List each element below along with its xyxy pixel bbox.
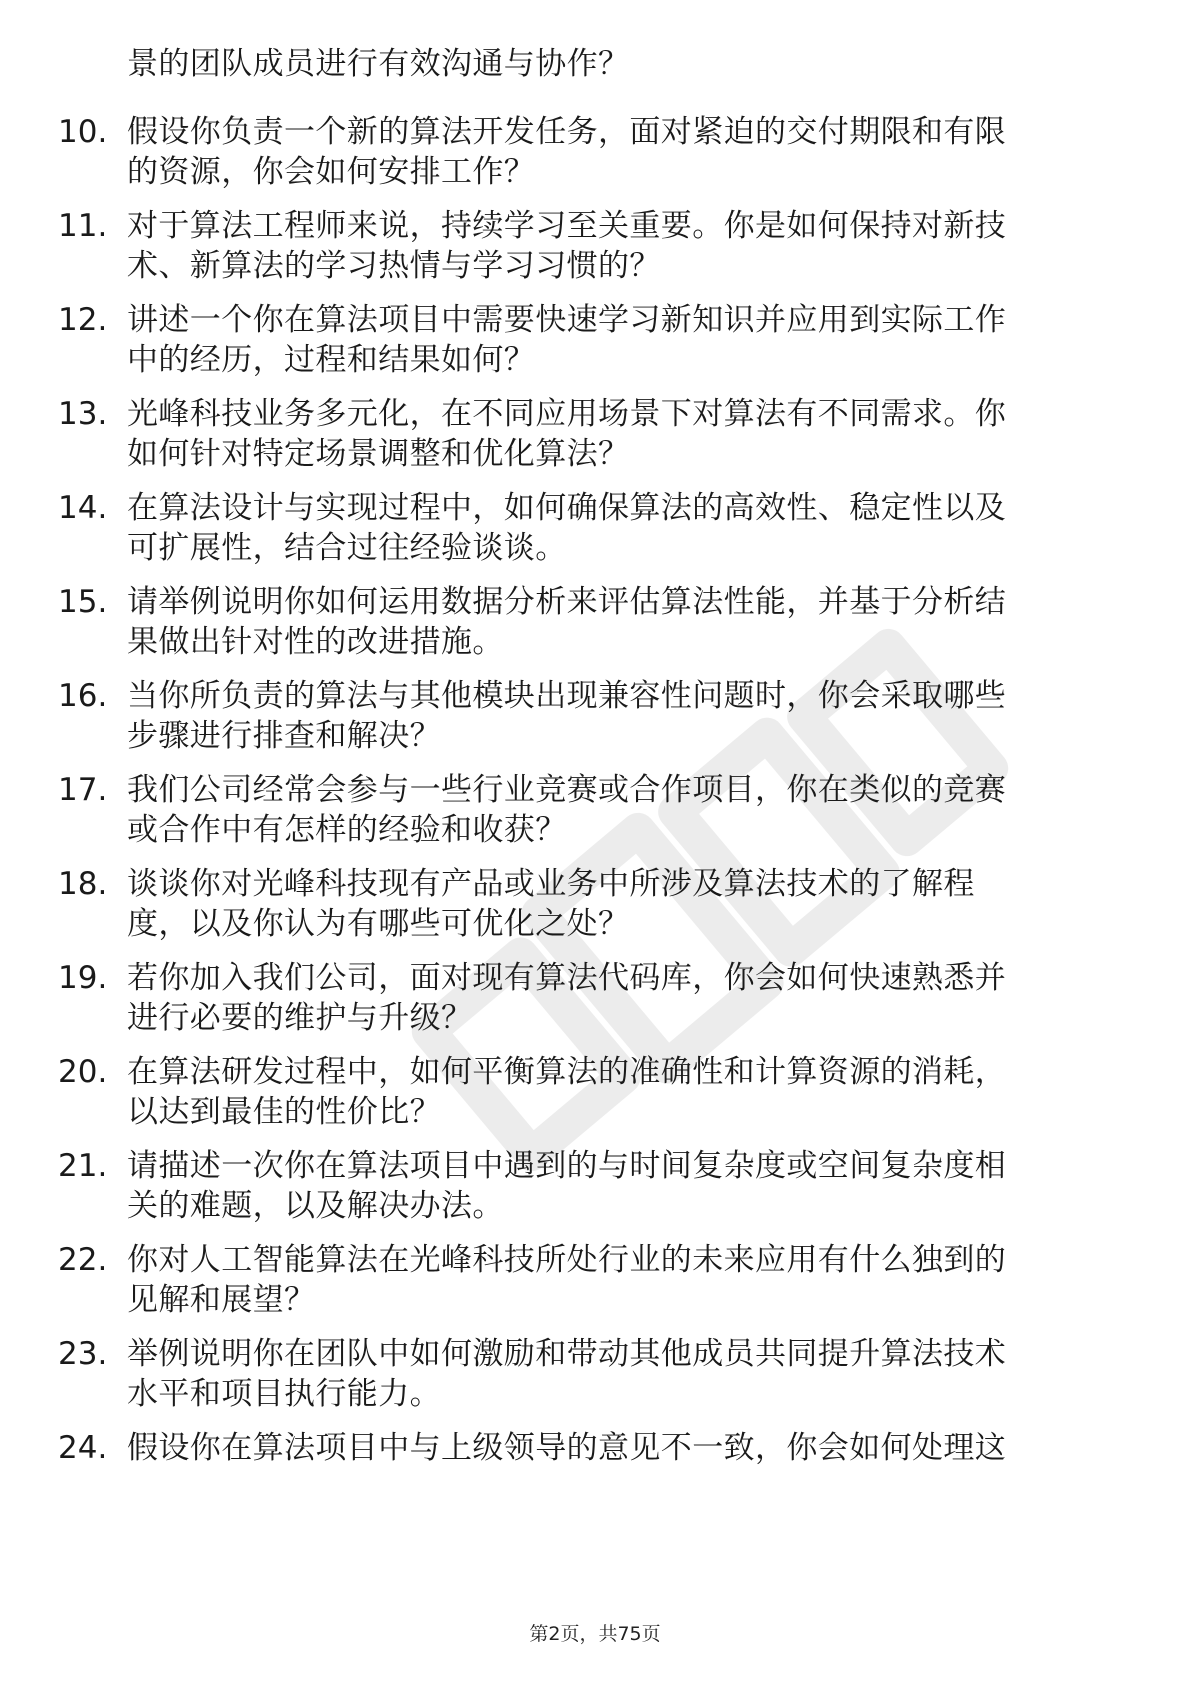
item-number: 12. xyxy=(58,302,108,338)
item-text-line: 假设你负责一个新的算法开发任务，面对紧迫的交付期限和有限 xyxy=(127,114,1007,150)
intro-line: 景的团队成员进行有效沟通与协作？ xyxy=(127,46,630,82)
item-text-line: 或合作中有怎样的经验和收获？ xyxy=(127,812,567,848)
item-text-line: 可扩展性，结合过往经验谈谈。 xyxy=(127,530,567,566)
item-number: 14. xyxy=(58,490,108,526)
item-number: 16. xyxy=(58,678,108,714)
item-text-line: 谈谈你对光峰科技现有产品或业务中所涉及算法技术的了解程 xyxy=(127,866,975,902)
item-text-line: 举例说明你在团队中如何激励和带动其他成员共同提升算法技术 xyxy=(127,1336,1007,1372)
page-footer: 第2页，共75页 xyxy=(529,1623,661,1645)
item-number: 21. xyxy=(58,1148,108,1184)
item-text-line: 当你所负责的算法与其他模块出现兼容性问题时，你会采取哪些 xyxy=(127,678,1007,714)
item-number: 23. xyxy=(58,1336,108,1372)
item-text-line: 假设你在算法项目中与上级领导的意见不一致，你会如何处理这 xyxy=(127,1430,1007,1466)
item-text-line: 以达到最佳的性价比？ xyxy=(127,1094,441,1130)
item-text-line: 进行必要的维护与升级？ xyxy=(127,1000,473,1036)
item-number: 18. xyxy=(58,866,108,902)
item-text-line: 我们公司经常会参与一些行业竞赛或合作项目，你在类似的竞赛 xyxy=(127,772,1007,808)
item-text-line: 在算法设计与实现过程中，如何确保算法的高效性、稳定性以及 xyxy=(127,490,1007,526)
item-text-line: 对于算法工程师来说，持续学习至关重要。你是如何保持对新技 xyxy=(127,208,1007,244)
item-text-line: 请举例说明你如何运用数据分析来评估算法性能，并基于分析结 xyxy=(127,584,1007,620)
item-text-line: 关的难题，以及解决办法。 xyxy=(127,1188,504,1224)
item-text-line: 术、新算法的学习热情与学习习惯的？ xyxy=(127,248,661,284)
item-text-line: 果做出针对性的改进措施。 xyxy=(127,624,504,660)
item-text-line: 的资源，你会如何安排工作？ xyxy=(127,154,536,190)
item-text-line: 请描述一次你在算法项目中遇到的与时间复杂度或空间复杂度相 xyxy=(127,1148,1007,1184)
item-number: 15. xyxy=(58,584,108,620)
item-number: 11. xyxy=(58,208,108,244)
item-text-line: 讲述一个你在算法项目中需要快速学习新知识并应用到实际工作 xyxy=(127,302,1007,338)
item-text-line: 你对人工智能算法在光峰科技所处行业的未来应用有什么独到的 xyxy=(127,1242,1007,1278)
item-text-line: 若你加入我们公司，面对现有算法代码库，你会如何快速熟悉并 xyxy=(127,960,1007,996)
item-text-line: 如何针对特定场景调整和优化算法？ xyxy=(127,436,630,472)
item-text-line: 光峰科技业务多元化，在不同应用场景下对算法有不同需求。你 xyxy=(127,396,1007,432)
item-text-line: 水平和项目执行能力。 xyxy=(127,1376,441,1412)
item-number: 20. xyxy=(58,1054,108,1090)
item-number: 13. xyxy=(58,396,108,432)
item-text-line: 度，以及你认为有哪些可优化之处？ xyxy=(127,906,630,942)
item-number: 22. xyxy=(58,1242,108,1278)
item-text-line: 见解和展望？ xyxy=(127,1282,316,1318)
item-text-line: 步骤进行排查和解决？ xyxy=(127,718,441,754)
item-number: 17. xyxy=(58,772,108,808)
item-number: 10. xyxy=(58,114,108,150)
item-number: 19. xyxy=(58,960,108,996)
item-text-line: 在算法研发过程中，如何平衡算法的准确性和计算资源的消耗， xyxy=(127,1054,1007,1090)
item-number: 24. xyxy=(58,1430,108,1466)
item-text-line: 中的经历，过程和结果如何？ xyxy=(127,342,536,378)
